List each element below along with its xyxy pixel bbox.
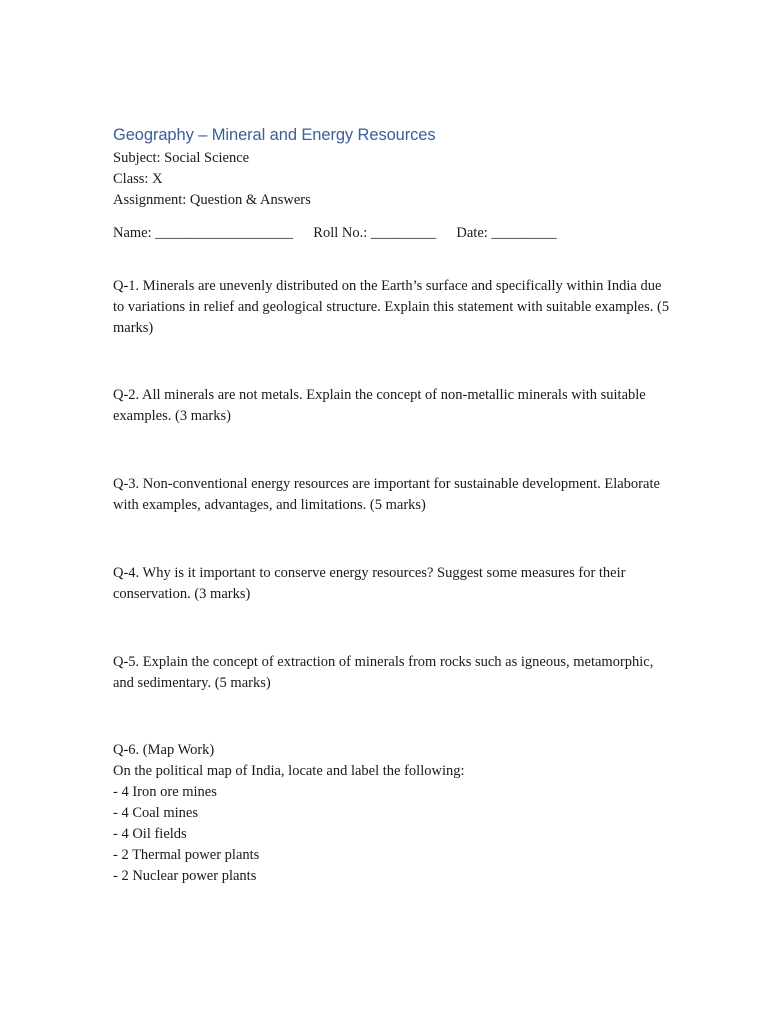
document-title: Geography – Mineral and Energy Resources (113, 126, 436, 144)
name-field-label: Name: ___________________ (113, 225, 294, 241)
date-field-label: Date: _________ (456, 225, 557, 241)
document-body (113, 124, 673, 887)
map-work-item: - 4 Coal mines (113, 805, 198, 821)
map-work-list (113, 782, 673, 887)
question-1: Q-1. Minerals are unevenly distributed on the Earth’s surface and specifically within India due to variations in relief and geological structure. Explain this statement with suitable examples. (5 marks) (113, 278, 670, 336)
student-info-line (113, 223, 673, 244)
question-2: Q-2. All minerals are not metals. Explain the concept of non-metallic minerals with suitable examples. (3 marks) (113, 387, 646, 424)
question-4: Q-4. Why is it important to conserve energy resources? Suggest some measures for their conservation. (3 marks) (113, 565, 626, 602)
question-3: Q-3. Non-conventional energy resources are important for sustainable development. Elaborate with examples, advantages, and limitations. (5 marks) (113, 476, 660, 513)
map-work-item: - 2 Thermal power plants (113, 847, 260, 863)
question-5: Q-5. Explain the concept of extraction of minerals from rocks such as igneous, metamorphic, and sedimentary. (5 marks) (113, 654, 654, 691)
roll-number-field-label: Roll No.: _________ (313, 225, 437, 241)
map-work-heading: Q-6. (Map Work) (113, 742, 215, 758)
map-work-instruction: On the political map of India, locate and label the following: (113, 763, 465, 779)
map-work-item: - 4 Iron ore mines (113, 784, 217, 800)
class-line: Class: X (113, 171, 163, 187)
map-work-item: - 2 Nuclear power plants (113, 868, 257, 884)
subject-line: Subject: Social Science (113, 150, 250, 166)
assignment-line: Assignment: Question & Answers (113, 192, 311, 208)
question-6-map-work (113, 740, 673, 887)
map-work-item: - 4 Oil fields (113, 826, 187, 842)
